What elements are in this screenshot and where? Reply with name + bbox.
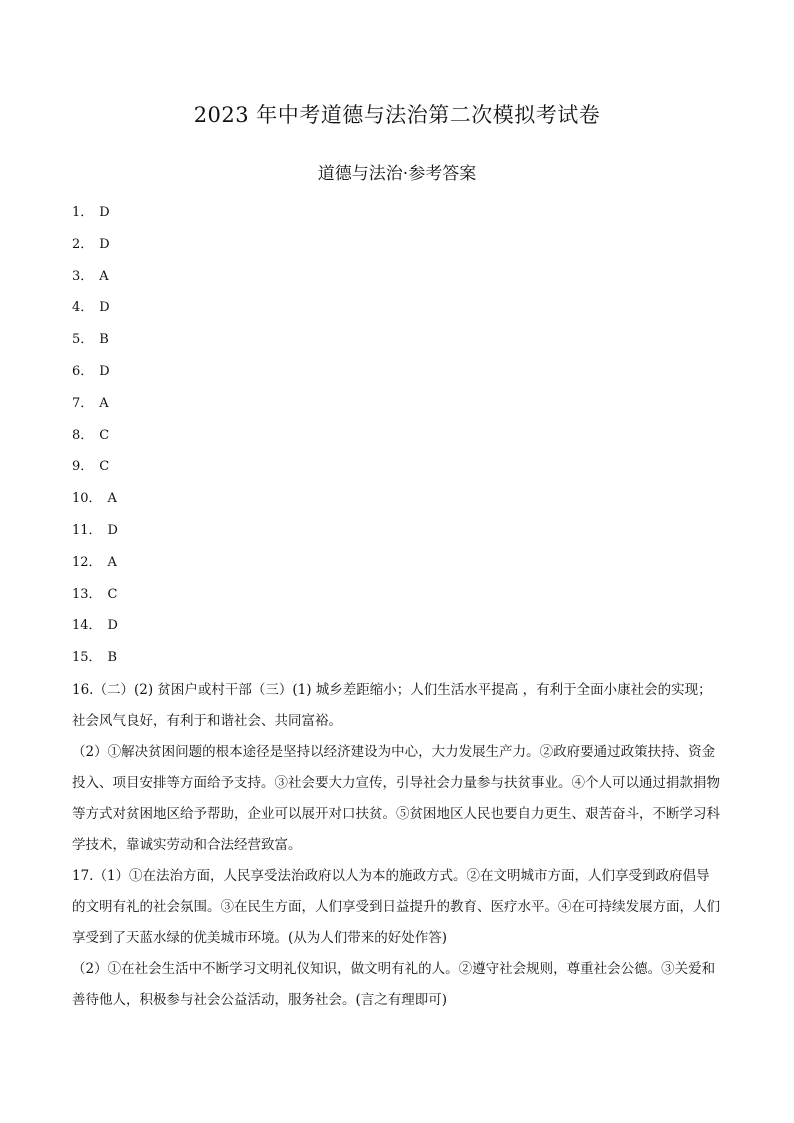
answer-item <box>72 324 118 356</box>
answer-value: D <box>99 236 110 252</box>
answer-value: B <box>99 332 109 348</box>
answer-item <box>72 547 118 579</box>
answer-item <box>72 579 118 611</box>
answer-number: 15． <box>72 650 102 666</box>
answer-value: C <box>99 427 110 443</box>
answer-number: 14． <box>72 618 102 634</box>
answer-item <box>72 451 118 483</box>
answer-item <box>72 483 118 515</box>
answer-value: D <box>99 300 110 316</box>
answer-value: D <box>107 522 118 538</box>
answer-item <box>72 356 118 388</box>
answer-number: 8． <box>72 427 94 443</box>
answer-number: 3． <box>72 268 94 284</box>
answer-item <box>72 610 118 642</box>
answer-value: D <box>99 205 110 220</box>
answer-item <box>72 420 118 452</box>
answer-value: D <box>107 618 118 634</box>
question-16-answer-part2: （2）①解决贫困问题的根本途径是坚持以经济建设为中心，大力发展生产力。②政府要通过政策扶持、资金投入、项目安排等方面给予支持。③社会要大力宣传，引导社会力量参与扶贫事业。④个人可以通过捐款捐物等方式对贫困地区给予帮助，企业可以展开对口扶贫。⑤贫困地区人民也要自力更生、艰苦奋斗，不断学习科学技术，靠诚实劳动和合法经营致富。 <box>72 744 720 853</box>
answer-value: A <box>107 491 117 507</box>
answer-value: A <box>107 554 117 570</box>
answer-key-subtitle: 道德与法治·参考答案 <box>317 164 477 184</box>
answer-value: A <box>99 268 109 284</box>
answer-item <box>72 197 118 229</box>
answer-number: 12． <box>72 554 102 570</box>
answer-value: D <box>99 363 110 379</box>
answer-item <box>72 642 118 674</box>
answer-value: A <box>99 395 109 411</box>
answer-value: B <box>107 650 118 666</box>
multiple-choice-answers <box>72 197 118 674</box>
answer-value: C <box>107 586 118 602</box>
answer-number: 1． <box>72 205 94 220</box>
answer-number: 10． <box>72 491 102 507</box>
answer-number: 7． <box>72 395 94 411</box>
question-17-answer-part2: （2）①在社会生活中不断学习文明礼仪知识，做文明有礼的人。②遵守社会规则，尊重社会公德。③关爱和善待他人，积极参与社会公益活动，服务社会。(言之有理即可) <box>72 961 716 1008</box>
question-17-answer-part1: 17.（1）①在法治方面，人民享受法治政府以人为本的施政方式。②在文明城市方面，人们享受到政府倡导的文明有礼的社会氛围。③在民生方面，人们享受到日益提升的教育、医疗水平。④在可持续发展方面，人们享受到了天蓝水绿的优美城市环境。(从为人们带来的好处作答) <box>72 868 720 946</box>
question-16-answer-part1: 16.（二）(2) 贫困户或村干部（三）(1) 城乡差距缩小；人们生活水平提高 ，有利于全面小康社会的实现；社会风气良好，有利于和谐社会、共同富裕。 <box>72 682 712 729</box>
answer-value: C <box>99 459 110 475</box>
answer-number: 6． <box>72 363 94 379</box>
answer-item <box>72 388 118 420</box>
answer-number: 2． <box>72 236 94 252</box>
answer-number: 5． <box>72 332 94 348</box>
answer-item <box>72 261 118 293</box>
answer-number: 13． <box>72 586 102 602</box>
answer-item <box>72 515 118 547</box>
answer-number: 9． <box>72 459 94 475</box>
answer-item <box>72 229 118 261</box>
answer-number: 11． <box>72 522 102 538</box>
answer-number: 4． <box>72 300 94 316</box>
exam-title: 2023 年中考道德与法治第二次模拟考试卷 <box>193 103 601 127</box>
answer-item <box>72 292 118 324</box>
